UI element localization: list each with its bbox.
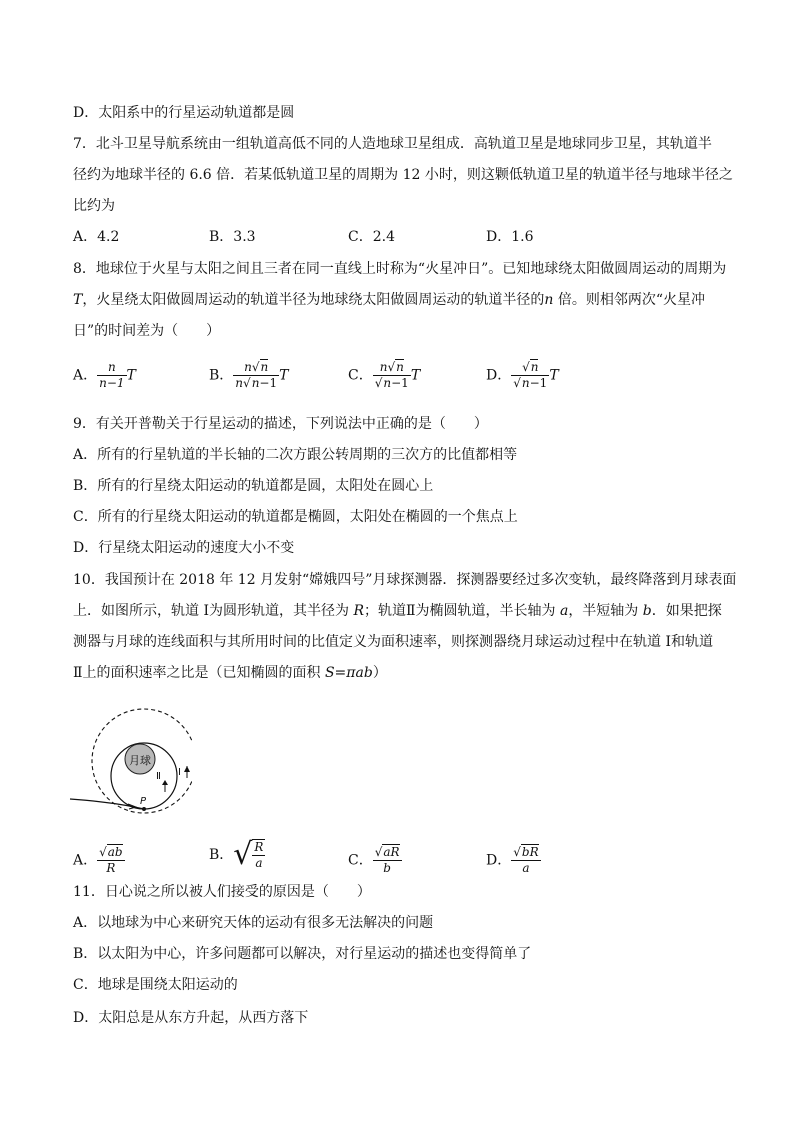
sqrt-body [252,839,265,871]
point-p-label: P [140,796,147,807]
q8-label-c: C． [348,367,373,384]
orbit-1-label: Ⅰ [178,767,181,778]
q11-option-a: A．以地球为中心来研究天体的运动有很多无法解决的问题 [73,915,434,931]
orbit-2-label: Ⅱ [156,771,161,782]
q7-stem-line1: 7．北斗卫星导航系统由一组轨道高低不同的人造地球卫星组成．高轨道卫星是地球同步卫星，其轨道半 [73,136,712,152]
q11-stem: 11．日心说之所以被人们接受的原因是（ ） [73,884,371,900]
ellipse-area-formula: S=πab [324,665,373,681]
q10-text: Ⅱ上的面积速率之比是（已知椭圆的面积 [73,665,325,681]
fraction-numerator: n [97,360,126,376]
var-n: n [396,360,404,374]
period-t: T [126,367,136,384]
fraction [97,845,125,876]
fraction-denominator: √n−1 [513,376,548,390]
fraction-denominator: a [522,861,530,875]
fraction [373,845,402,876]
q9-stem: 9．有关开普勒关于行星运动的描述，下列说法中正确的是（ ） [73,416,488,432]
q8-option-b [209,360,288,391]
q11-option-b: B．以太阳为中心，许多问题都可以解决，对行星运动的描述也变得简单了 [73,946,532,962]
fraction [233,360,279,391]
fraction-numerator: √n [511,360,549,376]
period-t: T [279,367,289,384]
q10-text: ；轨道Ⅱ为椭圆轨道，半长轴为 [363,603,560,619]
q8-option-d [486,360,559,391]
fraction-denominator: b [383,861,391,875]
var-n: n [530,360,539,374]
q8-line2-text: ，火星绕太阳做圆周运动的轨道半径为地球绕太阳做圆周运动的轨道半径的 [82,292,545,308]
fraction-numerator: √aR [374,845,400,859]
var-n: n [235,376,244,390]
arrow-up-icon [184,766,190,772]
q8-var-n: n [544,292,554,308]
var-a: a [559,603,569,619]
q10-text: ，半短轴为 [568,603,643,619]
var-ab: ab [107,845,123,859]
q7-option-b: B．3.3 [209,229,256,245]
q10-text: ．如果把探 [651,603,722,619]
q7-stem-line3: 比约为 [73,198,115,214]
fraction-numerator: R [254,840,264,854]
fraction-numerator: n√n [373,360,411,376]
fraction-denominator: R [106,861,116,875]
arrow-up-icon [162,780,168,785]
fraction-numerator: √bR [513,845,539,859]
fraction [373,360,411,391]
q10-label-a: A． [73,852,98,869]
q8-label-b: B． [209,367,234,384]
q10-text: 上．如图所示，轨道 Ⅰ为圆形轨道，其半径为 [73,603,354,619]
q10-stem-line3: 测器与月球的连线面积与其所用时间的比值定义为面积速率，则探测器绕月球运动过程中在轨道 Ⅰ和轨道 [73,634,713,650]
q8-line2-end: 倍。则相邻两次“火星冲 [553,292,705,308]
fraction [511,845,540,876]
minus-one: −1 [391,376,409,390]
q7-option-a: A．4.2 [73,229,120,245]
q8-label-a: A． [73,367,98,384]
q10-stem-line4 [73,663,387,683]
q10-option-b [209,839,265,871]
q6-option-d: D．太阳系中的行星运动轨道都是圆 [73,105,295,121]
fraction-denominator: a [255,856,263,870]
moon-label: 月球 [129,754,151,767]
fraction [511,360,549,391]
q10-stem-line2 [73,601,722,621]
period-t: T [549,367,559,384]
q9-option-d: D．行星绕太阳运动的速度大小不变 [73,540,295,556]
var-br: bR [521,845,539,859]
fraction [97,360,126,391]
q7-stem-line2: 径约为地球半径的 6.6 倍．若某低轨道卫星的周期为 12 小时，则这颗低轨道卫星的轨道半径与地球半径之 [73,167,733,183]
q8-stem-line2 [73,290,705,310]
var-b: b [642,603,652,619]
minus-one: −1 [259,376,278,390]
q8-label-d: D． [486,367,512,384]
q10-text: ） [372,665,387,681]
point-p-dot [142,807,146,811]
sqrt-icon: √ [233,837,253,872]
var-n: n [383,376,392,390]
orbit-diagram [68,706,192,814]
var-n: n [379,360,388,374]
q8-option-c [348,360,420,391]
q10-stem-line1: 10．我国预计在 2018 年 12 月发射“嫦娥四号”月球探测器．探测器要经过多次变轨，最终降落到月球表面 [73,572,737,588]
minus-one: −1 [529,376,548,390]
q8-option-a [73,360,136,391]
q10-label-b: B． [209,847,234,863]
var-ar: aR [383,845,400,859]
fraction [252,840,265,871]
q11-option-d: D．太阳总是从东方升起，从西方落下 [73,1010,309,1026]
q10-label-c: C． [348,852,373,869]
var-r: R [353,603,364,619]
fraction-numerator: √ab [99,845,123,859]
q10-option-c [348,845,402,876]
q8-var-t: T [73,292,83,308]
q10-label-d: D． [486,852,512,869]
fraction-denominator: n−1 [99,376,125,390]
q9-option-b: B．所有的行星绕太阳运动的轨道都是圆，太阳处在圆心上 [73,478,434,494]
q8-stem-line1: 8．地球位于火星与太阳之间且三者在同一直线上时称为“火星冲日”。已知地球绕太阳做圆周运动的周期为 [73,261,727,277]
period-t: T [410,367,421,384]
q7-option-d: D．1.6 [486,229,534,245]
var-n: n [521,376,530,390]
fraction-denominator: √n−1 [374,376,409,390]
var-n: n [260,360,269,374]
q10-option-a [73,845,125,876]
q9-option-a: A．所有的行星轨道的半长轴的二次方跟公转周期的三次方的比值都相等 [73,447,518,463]
q9-option-c: C．所有的行星绕太阳运动的轨道都是椭圆，太阳处在椭圆的一个焦点上 [73,509,518,525]
q7-option-c: C．2.4 [348,229,395,245]
var-n: n [251,376,260,390]
fraction-numerator: n√n [233,360,279,376]
q10-option-d [486,845,541,876]
var-n: n [244,360,252,374]
q11-option-c: C．地球是围绕太阳运动的 [73,977,238,993]
q8-stem-line3: 日”的时间差为（ ） [73,323,221,339]
fraction-denominator: n√n−1 [235,376,278,390]
